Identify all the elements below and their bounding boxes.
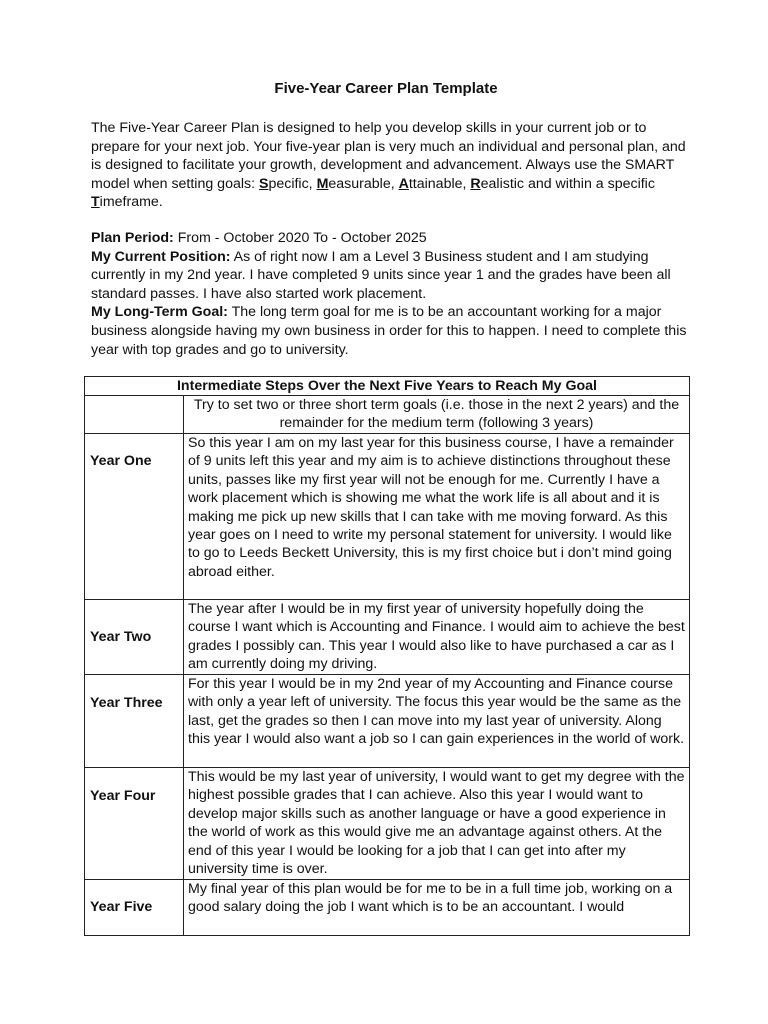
plan-details [91, 229, 691, 359]
year-text: For this year I would be in my 2nd year of my Accounting and Finance course with only a year left of university. The focus this year would be the same as the last, get the grades so then I can move into my last year of university. Along this year I would also want a job so I can gain experiences in the world of work. [184, 675, 690, 768]
table-row [85, 600, 690, 675]
year-label: Year Three [85, 675, 184, 768]
steps-table [84, 376, 690, 936]
smart-r-rest: ealistic and within a specific [480, 175, 655, 192]
current-position-label: My Current Position: [91, 248, 231, 265]
plan-period-value: From - October 2020 To - October 2025 [173, 230, 427, 246]
intro-paragraph [91, 119, 691, 212]
current-position [91, 248, 691, 304]
table-row [85, 768, 690, 880]
year-text: This would be my last year of university, I would want to get my degree with the highest possible grades that I can achieve. Also this year I would want to develop major skills such as another language or have a good experience in the world of work as this would give me an advantage against others. At the end of this year I would be looking for a job that I can get into after my university time is over. [184, 768, 690, 880]
year-text: So this year I am on my last year for this business course, I have a remainder of 9 units left this year and my aim is to achieve distinctions throughout these units, passes like my first year will not be enough for me. Currently I have a work placement which is showing me what the work life is all about and it is making me pick up new skills that I can take with me moving forward. As this year goes on I need to write my personal statement for university. I would like to go to Leeds Beckett University, this is my first choice but i don’t mind going abroad either. [184, 434, 690, 600]
smart-a-letter: A [398, 175, 409, 192]
guidance-empty-cell [85, 396, 184, 434]
plan-period-label: Plan Period: [91, 230, 174, 246]
smart-s-rest: pecific, [268, 175, 317, 192]
year-label: Year One [85, 434, 184, 600]
year-text: The year after I would be in my first year of university hopefully doing the course I want which is Accounting and Finance. I would aim to achieve the best grades I possibly can. This year I would also like to have purchased a car as I am currently doing my driving. [184, 600, 690, 675]
smart-m-rest: easurable, [328, 175, 399, 192]
long-term-goal-value: The long term goal for me is to be an accountant working for a major business alongside having my own business in order for this to happen. I need to complete this year with top grades and go to university. [91, 304, 687, 358]
smart-a-rest: ttainable, [408, 175, 471, 192]
smart-m-letter: M [316, 175, 329, 192]
smart-t-letter: T [91, 194, 100, 211]
year-label: Year Four [85, 768, 184, 880]
guidance-row [85, 396, 690, 434]
year-text: My final year of this plan would be for me to be in a full time job, working on a good salary doing the job I want which is to be an accountant. I would [184, 880, 690, 936]
table-header-row [85, 377, 690, 396]
smart-t-rest: imeframe. [99, 194, 163, 211]
guidance-text: Try to set two or three short term goals (i.e. those in the next 2 years) and the remainder for the medium term (following 3 years) [184, 396, 690, 434]
plan-period [91, 229, 691, 248]
table-row [85, 675, 690, 768]
intro-text: The Five-Year Career Plan is designed to help you develop skills in your current job or to prepare for your next job. Your five-year plan is very much an individual and personal plan, and is designed to facilitate your growth, development and advancement. Always use the SMART model when setting goals: [91, 120, 686, 192]
smart-s-letter: S [259, 175, 269, 192]
long-term-goal-label: My Long-Term Goal: [91, 304, 228, 321]
year-label: Year Five [85, 880, 184, 936]
long-term-goal [91, 303, 691, 359]
page-title: Five-Year Career Plan Template [274, 80, 498, 97]
table-row [85, 434, 690, 600]
smart-r-letter: R [470, 175, 481, 192]
table-header: Intermediate Steps Over the Next Five Years to Reach My Goal [85, 377, 690, 396]
table-row [85, 880, 690, 936]
current-position-value: As of right now I am a Level 3 Business student and I am studying currently in my 2nd year. I have completed 9 units since year 1 and the grades have been all standard passes. I have also started work placement. [91, 248, 671, 302]
year-label: Year Two [85, 600, 184, 675]
